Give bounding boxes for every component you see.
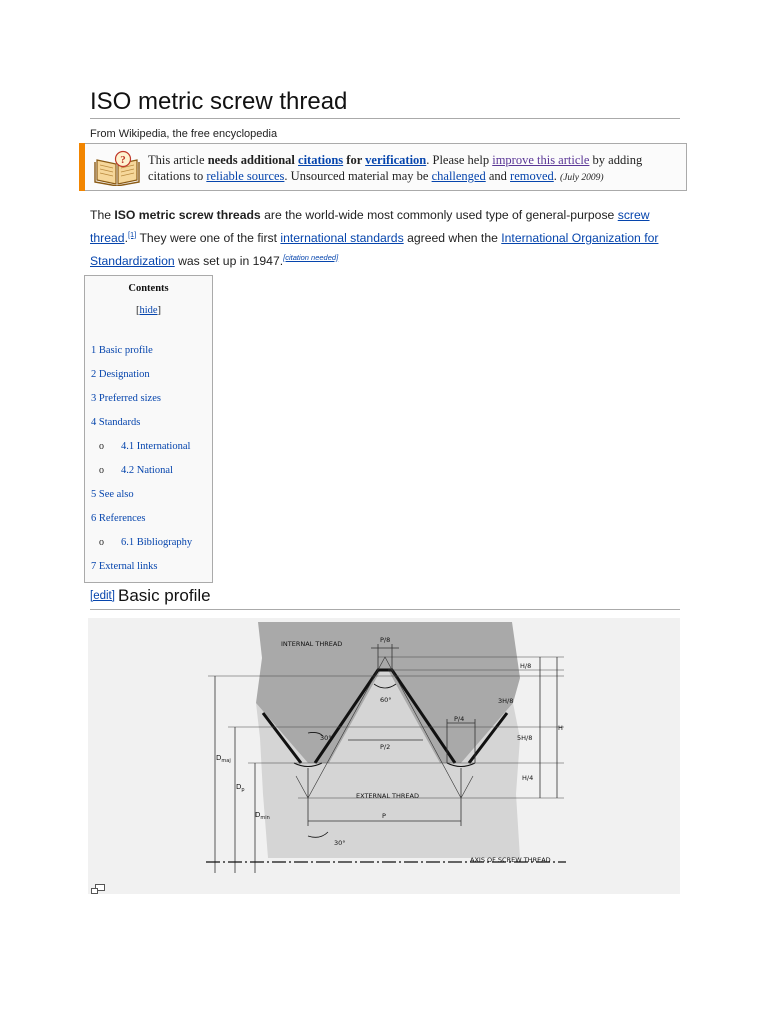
h3-8-label: 3H/8 — [498, 697, 514, 705]
p-label: P — [382, 812, 386, 820]
toc-hide-link[interactable]: hide — [139, 305, 158, 316]
notice-text-part: . Please help — [426, 153, 493, 167]
notice-text-part: and — [485, 169, 511, 183]
toc-item-designation[interactable]: 2 Designation — [91, 369, 150, 380]
title-divider — [90, 118, 680, 119]
book-question-icon — [94, 150, 140, 186]
internal-thread-label: INTERNAL THREAD — [281, 640, 343, 648]
enlarge-icon[interactable] — [91, 884, 105, 894]
intro-text: The — [90, 208, 115, 222]
toc-item-preferred-sizes[interactable]: 3 Preferred sizes — [91, 393, 161, 404]
toc-item-international[interactable]: 4.1 International — [121, 441, 191, 452]
reliable-sources-link[interactable]: reliable sources — [206, 169, 285, 183]
notice-text — [148, 152, 678, 186]
dmaj-label — [216, 754, 231, 764]
notice-bold-text: needs additional — [207, 153, 299, 167]
svg-text:?: ? — [120, 154, 126, 166]
site-tagline: From Wikipedia, the free encyclopedia — [90, 128, 278, 140]
notice-text-part: This article — [148, 153, 208, 167]
notice-accent-bar — [79, 143, 85, 191]
thread-profile-svg — [88, 618, 680, 894]
dp-symbol: D — [236, 783, 242, 791]
toc-bullet: o — [99, 465, 104, 476]
notice-text-part: by adding citations to — [148, 153, 643, 183]
reference-1-link[interactable]: [1] — [127, 229, 137, 239]
external-thread-label: EXTERNAL THREAD — [356, 792, 419, 800]
intro-text: agreed when the — [403, 231, 502, 245]
bracket: [ — [135, 305, 140, 316]
intro-text: They were one of the first — [136, 231, 281, 245]
h4-label: H/4 — [522, 774, 534, 782]
p4-label: P/4 — [454, 715, 465, 723]
dp-subscript: p — [241, 787, 245, 793]
iso-organization-link[interactable]: International Organization for Standardization — [90, 231, 659, 268]
toc-bullet: o — [99, 441, 104, 452]
dmin-symbol: D — [255, 811, 261, 819]
dmin-subscript: min — [260, 815, 270, 821]
toc-title: Contents — [128, 283, 169, 294]
verification-link[interactable]: verification — [365, 153, 427, 167]
international-standards-link[interactable]: international standards — [280, 231, 404, 245]
h5-8-label: 5H/8 — [517, 734, 533, 742]
toc-item-external-links[interactable]: 7 External links — [91, 561, 158, 572]
h-label: H — [558, 724, 563, 732]
improve-article-link[interactable]: improve this article — [492, 153, 590, 167]
toc-item-bibliography[interactable]: 6.1 Bibliography — [121, 537, 193, 548]
screw-thread-link[interactable]: screw thread — [90, 208, 650, 245]
section-divider — [90, 609, 680, 610]
page-title: ISO metric screw thread — [90, 88, 348, 115]
dp-label — [236, 783, 245, 793]
notice-text-part: . Unsourced material may be — [284, 169, 432, 183]
thread-profile-diagram[interactable] — [88, 618, 680, 894]
toc-item-standards[interactable]: 4 Standards — [91, 417, 141, 428]
bracket: ] — [157, 305, 162, 316]
notice-text-part: . — [553, 169, 561, 183]
section-heading: Basic profile — [118, 586, 211, 605]
axis-label: AXIS OF SCREW THREAD — [470, 856, 551, 864]
intro-bold-term: ISO metric screw threads — [114, 208, 261, 222]
dmaj-subscript: maj — [221, 758, 231, 764]
toc-hide-control — [85, 305, 212, 316]
intro-text: are the world-wide most commonly used type of general-purpose — [260, 208, 618, 222]
angle-60-label: 60° — [380, 696, 392, 704]
angle-30-bottom-label: 30° — [334, 839, 346, 847]
citation-needed-link[interactable]: [citation needed] — [283, 252, 339, 262]
intro-text: was set up in 1947. — [174, 254, 284, 268]
h8-label: H/8 — [520, 662, 532, 670]
challenged-link[interactable]: challenged — [431, 169, 486, 183]
toc-item-see-also[interactable]: 5 See also — [91, 489, 134, 500]
angle-30-label: 30° — [320, 734, 332, 742]
removed-link[interactable]: removed — [510, 169, 554, 183]
toc-item-references[interactable]: 6 References — [91, 513, 146, 524]
citation-notice-box — [79, 143, 687, 191]
toc-bullet: o — [99, 537, 104, 548]
toc-item-national[interactable]: 4.2 National — [121, 465, 173, 476]
section-edit-link[interactable]: [edit] — [90, 590, 115, 602]
intro-paragraph: The ISO metric screw threads are the world-wide most commonly used type of general-purpose screw thread.[1] They were one of the first international standards agreed when the International Organization for Standardization was set up in 1947.[citation needed] — [90, 208, 659, 268]
p2-label: P/2 — [380, 743, 391, 751]
notice-bold-text: for — [343, 153, 366, 167]
toc-item-basic-profile[interactable]: 1 Basic profile — [91, 345, 153, 356]
dmaj-symbol: D — [216, 754, 222, 762]
table-of-contents — [84, 275, 213, 583]
citations-link[interactable]: citations — [298, 153, 344, 167]
notice-date: (July 2009) — [560, 173, 604, 183]
p8-label: P/8 — [380, 636, 391, 644]
